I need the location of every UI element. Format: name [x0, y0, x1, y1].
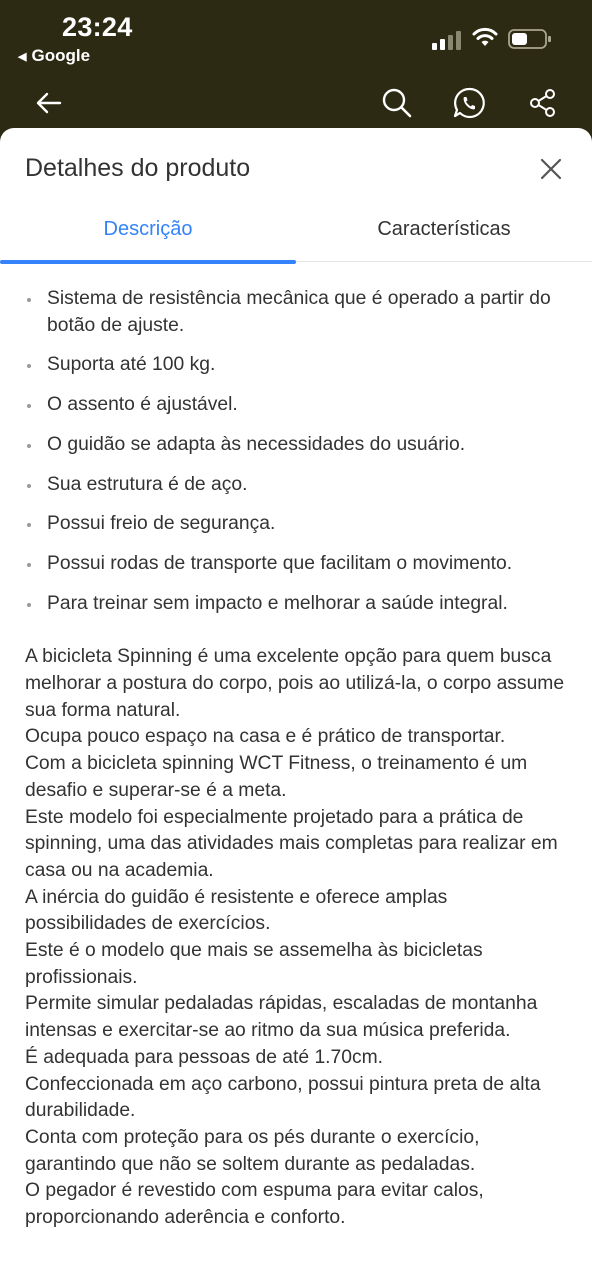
list-item: [25, 286, 570, 339]
back-triangle-icon: ◀: [18, 50, 27, 63]
bullet-dot-icon: [27, 523, 31, 527]
description-line: O pegador é revestido com espuma para evitar calos, proporcionando aderência e conforto.: [25, 1180, 484, 1229]
wifi-icon: [472, 26, 498, 48]
list-item-text: Para treinar sem impacto e melhorar a saúde integral.: [47, 592, 508, 614]
list-item: [25, 591, 570, 618]
description-content: [25, 286, 570, 1232]
share-icon[interactable]: [526, 86, 560, 120]
battery-icon: [508, 28, 552, 50]
whatsapp-icon[interactable]: [452, 86, 486, 120]
list-item-text: Suporta até 100 kg.: [47, 354, 216, 376]
bullet-dot-icon: [27, 298, 31, 302]
list-item: [25, 352, 570, 379]
list-item: [25, 392, 570, 419]
sheet-title: Detalhes do produto: [25, 154, 251, 182]
list-item-text: Possui rodas de transporte que facilitam o movimento.: [47, 552, 513, 574]
active-tab-indicator: [0, 260, 296, 264]
list-item-text: O guidão se adapta às necessidades do usuário.: [47, 433, 466, 455]
description-paragraph: [25, 644, 570, 1231]
description-line: A bicicleta Spinning é uma excelente opção para quem busca melhorar a postura do corpo, pois ao utilizá-la, o corpo assume sua forma natural.: [25, 646, 565, 721]
description-line: Com a bicicleta spinning WCT Fitness, o treinamento é um desafio e superar-se é a meta.: [25, 753, 528, 801]
bullet-dot-icon: [27, 563, 31, 567]
bullet-dot-icon: [27, 404, 31, 408]
tab-bar: [0, 200, 592, 262]
list-item-text: Sua estrutura é de aço.: [47, 473, 248, 495]
back-arrow-icon[interactable]: [32, 86, 66, 120]
tab-caracteristicas[interactable]: [296, 200, 592, 262]
list-item-text: Possui freio de segurança.: [47, 513, 276, 535]
list-item: [25, 432, 570, 459]
cellular-signal-icon: [432, 30, 464, 50]
tab-descricao[interactable]: [0, 200, 296, 262]
bullet-dot-icon: [27, 603, 31, 607]
description-line: Ocupa pouco espaço na casa e é prático de transportar.: [25, 726, 506, 748]
bullet-dot-icon: [27, 444, 31, 448]
list-item: [25, 472, 570, 499]
list-item: [25, 551, 570, 578]
description-line: Permite simular pedaladas rápidas, escaladas de montanha intensas e exercitar-se ao ritmo da sua música preferida.: [25, 993, 538, 1042]
back-to-app-link[interactable]: [18, 46, 90, 66]
close-icon: [539, 157, 563, 181]
list-item-text: Sistema de resistência mecânica que é operado a partir do botão de ajuste.: [47, 288, 551, 336]
description-line: Confeccionada em aço carbono, possui pintura preta de alta durabilidade.: [25, 1073, 541, 1122]
description-line: Este modelo foi especialmente projetado para a prática de spinning, uma das atividades mais completas para realizar em casa ou na academia.: [25, 806, 558, 881]
description-line: A inércia do guidão é resistente e oferece amplas possibilidades de exercícios.: [25, 886, 448, 935]
bullet-dot-icon: [27, 364, 31, 368]
description-line: É adequada para pessoas de até 1.70cm.: [25, 1046, 384, 1068]
list-item: [25, 511, 570, 538]
description-line: Este é o modelo que mais se assemelha às bicicletas profissionais.: [25, 940, 483, 988]
status-time: 23:24: [62, 12, 133, 42]
feature-list: [25, 286, 570, 617]
bullet-dot-icon: [27, 484, 31, 488]
description-line: Conta com proteção para os pés durante o exercício, garantindo que não se soltem durante as pedaladas.: [25, 1126, 480, 1175]
search-icon[interactable]: [380, 86, 414, 120]
list-item-text: O assento é ajustável.: [47, 394, 238, 416]
tab-label: Características: [377, 217, 511, 240]
status-bar: [0, 0, 592, 72]
close-button[interactable]: [536, 154, 566, 184]
back-app-label: Google: [31, 46, 91, 65]
tab-label: Descrição: [103, 217, 193, 240]
product-details-sheet: [0, 128, 592, 1280]
